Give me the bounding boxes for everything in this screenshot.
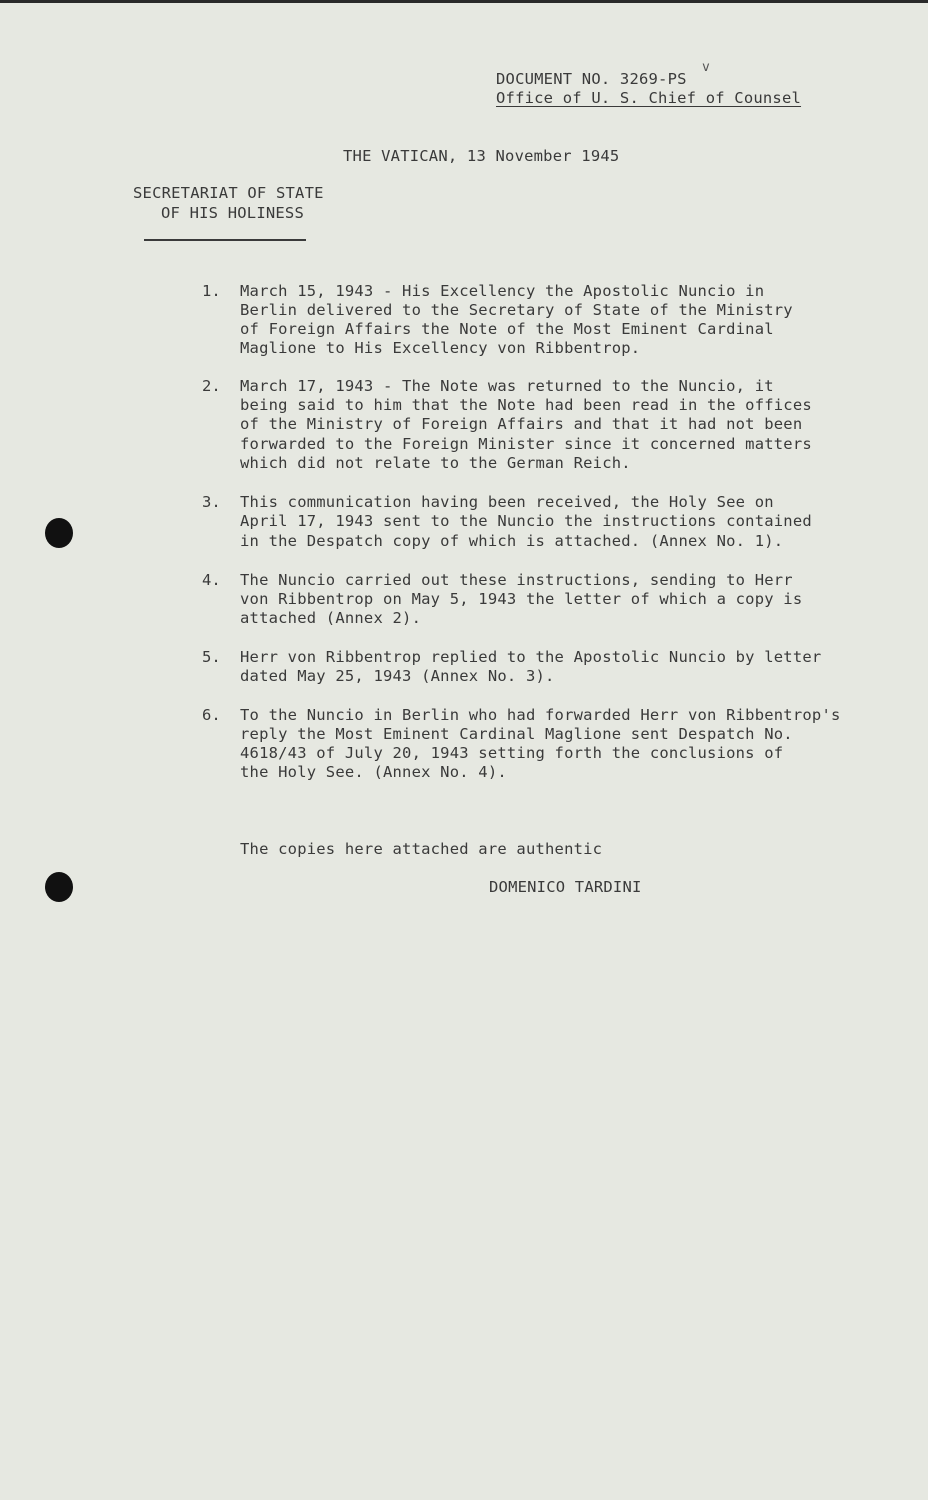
punch-hole-upper <box>45 518 73 548</box>
item-text-line: This communication having been received, the Holy See on <box>240 493 774 511</box>
item-text-line: March 15, 1943 - His Excellency the Apostolic Nuncio in <box>240 282 765 300</box>
item-number: 2. <box>202 377 221 395</box>
item-number: 4. <box>202 571 221 589</box>
item-text-line: 4618/43 of July 20, 1943 setting forth the conclusions of <box>240 744 784 762</box>
item-number: 1. <box>202 282 221 300</box>
item-text-line: Berlin delivered to the Secretary of State of the Ministry <box>240 301 793 319</box>
item-text-line: which did not relate to the German Reich. <box>240 454 631 472</box>
sender-line-2: OF HIS HOLINESS <box>161 204 304 222</box>
item-text-line: The Nuncio carried out these instructions, sending to Herr <box>240 571 793 589</box>
item-number: 5. <box>202 648 221 666</box>
item-text-line: Herr von Ribbentrop replied to the Apostolic Nuncio by letter <box>240 648 822 666</box>
item-text-line: April 17, 1943 sent to the Nuncio the instructions contained <box>240 512 812 530</box>
item-text-line: reply the Most Eminent Cardinal Maglione sent Despatch No. <box>240 725 793 743</box>
sender-divider <box>144 239 306 241</box>
authentication-statement: The copies here attached are authentic <box>240 840 603 858</box>
item-text-line: being said to him that the Note had been read in the offices <box>240 396 812 414</box>
item-text-line: forwarded to the Foreign Minister since it concerned matters <box>240 435 812 453</box>
item-text-line: the Holy See. (Annex No. 4). <box>240 763 507 781</box>
item-text-line: von Ribbentrop on May 5, 1943 the letter of which a copy is <box>240 590 803 608</box>
item-number: 6. <box>202 706 221 724</box>
item-text-line: in the Despatch copy of which is attached. (Annex No. 1). <box>240 532 784 550</box>
item-text-line: of the Ministry of Foreign Affairs and that it had not been <box>240 415 803 433</box>
item-text-line: of Foreign Affairs the Note of the Most Eminent Cardinal <box>240 320 774 338</box>
item-text-line: March 17, 1943 - The Note was returned to the Nuncio, it <box>240 377 774 395</box>
check-mark: v <box>702 60 710 75</box>
punch-hole-lower <box>45 872 73 902</box>
item-text-line: attached (Annex 2). <box>240 609 422 627</box>
document-number: DOCUMENT NO. 3269-PS <box>496 70 687 88</box>
item-text-line: To the Nuncio in Berlin who had forwarded Herr von Ribbentrop's <box>240 706 841 724</box>
dateline: THE VATICAN, 13 November 1945 <box>343 147 620 165</box>
item-text-line: Maglione to His Excellency von Ribbentrop. <box>240 339 641 357</box>
item-text-line: dated May 25, 1943 (Annex No. 3). <box>240 667 555 685</box>
sender-line-1: SECRETARIAT OF STATE <box>133 184 324 202</box>
signature-name: DOMENICO TARDINI <box>489 878 642 896</box>
office-line: Office of U. S. Chief of Counsel <box>496 89 802 107</box>
item-number: 3. <box>202 493 221 511</box>
page-top-edge <box>0 0 928 3</box>
